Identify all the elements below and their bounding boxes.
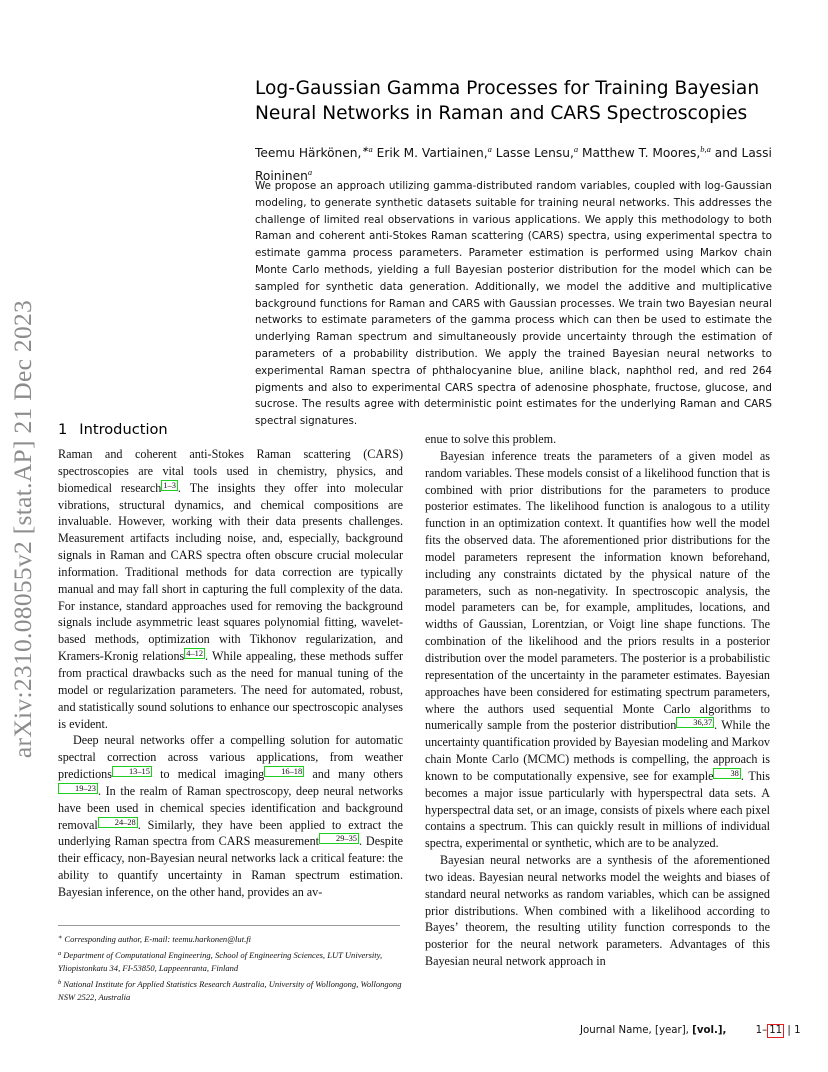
text-run: . While appealing, these methods suffer from practical drawbacks such as the need for manual tuning of the model or regularization parameters. The need for automated, robust, and statistically sound solutions to enhance our spectroscopic analyses is evident. [58,649,404,731]
text-run: . This becomes a major issue particularly with hyperspectral data sets. A hyperspectral data set, or an image, consists of pixels where each pixel contains a spectrum. This can quickly result in millions of individual spectra, experimental or synthetic, which are to be analyzed. [425,768,770,851]
footnote-mark: ∗ [58,934,63,941]
citation-link[interactable]: 38 [713,768,740,779]
paragraph [58,732,403,900]
journal-name: Journal Name, [year], [580,1025,693,1036]
author-3: Lasse Lensu, [495,146,574,161]
paragraph: Bayesian neural networks are a synthesis of the aforementioned two ideas. Bayesian neural networks model the weights and biases of standard neural networks as random variables, which can be assigned prior distributions. When combined with a likelihood according to Bayes’ theorem, the resulting utility function corresponds to the posterior for the neural network parameters. Advantages of this Bayesian neural network approach in [425,853,770,969]
abstract: We propose an approach utilizing gamma-distributed random variables, coupled with log-Gaussian modeling, to generate synthetic datasets suitable for training neural networks. This addresses the challenge of limited real observations in various applications. We apply this methodology to both Raman and coherent anti-Stokes Raman scattering (CARS) spectra, using experimental spectra to estimate gamma process parameters. Parameter estimation is performed using Markov chain Monte Carlo methods, yielding a full Bayesian posterior distribution for the model which can be sampled for synthetic data generation. Additionally, we model the additive and multiplicative background functions for Raman and CARS with Gaussian processes. We train two Bayesian neural networks to estimate parameters of the gamma process which can then be used to estimate the underlying Raman spectrum and simultaneously provide uncertainty through the estimation of parameters of a probability distribution. We apply the trained Bayesian neural networks to experimental Raman spectra of phthalocyanine blue, aniline black, naphthol red, and red 264 pigments and also to experimental CARS spectra of adenosine phosphate, fructose, glucose, and sucrose. The results agree with deterministic point estimates for the underlying Raman and CARS spectral signatures. [255,180,772,428]
citation-link[interactable]: 24–28 [98,817,138,828]
page-range-prefix: 1– [755,1025,768,1036]
author-2: Erik M. Vartiainen, [376,146,488,161]
text-run: and many others [304,767,403,782]
paper-title [255,76,785,126]
footnotes [58,931,403,1005]
title-line-2: Neural Networks in Raman and CARS Spectroscopies [255,103,748,124]
right-column [425,431,770,970]
footnote-mark: a [58,949,62,957]
paragraph: enue to solve this problem. [425,432,557,446]
citation-link[interactable]: 13–15 [112,766,152,777]
footnote [58,931,403,947]
author-4: Matthew T. Moores, [581,146,701,161]
footnote-text: Corresponding author, E-mail: teemu.harkonen@lut.fi [64,934,251,944]
author-2-affil: a [487,144,492,154]
text-run: to medical imaging [151,767,265,782]
text-run: . In the realm of Raman spectroscopy, deep neural networks have been used in chemical species identification and background removal [58,783,403,832]
left-column [58,446,403,901]
footnote-divider [58,925,400,926]
text-run: Raman and coherent anti-Stokes Raman scattering (CARS) spectroscopies are vital tools used in chemistry, physics, and biomedical research [58,447,403,495]
journal-volume: [vol.], [692,1025,727,1036]
section-number: 1 [58,421,68,438]
footnote-text: Department of Computational Engineering, School of Engineering Sciences, LUT University, Yliopistonkatu 34, FI-53850, Lappeenranta, Finland [58,949,383,974]
footnote [58,947,403,976]
author-4-affil: b,a [700,144,711,154]
author-1: Teemu Härkönen, [255,146,362,161]
author-3-affil: a [573,144,579,154]
footnote-mark: b [58,978,62,986]
section-title: Introduction [79,421,168,438]
paragraph [425,448,770,852]
footer-separator: | [784,1025,795,1036]
citation-link[interactable]: 16–18 [264,766,304,777]
section-heading [58,421,168,438]
author-1-affil: ∗a [361,144,373,154]
text-run: . Despite their efficacy, non-Bayesian neural networks lack a critical feature: the ability to quantify uncertainty in Raman spectrum estimation. Bayesian inference, on the other hand, provides an av- [58,834,404,899]
text-run: Bayesian inference treats the parameters of a given model as random variables. These models consist of a likelihood function that is combined with prior distributions for the parameters to produce posterior estimates. The likelihood function is analogous to a utility function in an optimization context. It quantifies how well the model fits the observed data. The aforementioned prior distributions for the model parameters represent the information known beforehand, including any constraints dictated by the physical nature of the parameters, such as non-negativity. In spectroscopic analysis, the model parameters can be, for example, amplitudes, locations, and widths of Gaussian, Lorentzian, or Voigt line shape functions. The combination of the likelihood and the priors results in a posterior distribution over the model parameters. The posterior is a probabilistic representation of the uncertainty in the parameter estimates. Bayesian approaches have been considered for estimating spectrum parameters, where the authors used sequential Monte Carlo algorithms to numerically sample from the posterior distribution [425,448,770,733]
footnote-text: National Institute for Applied Statistics Research Australia, University of Wollongong, Wollongong NSW 2522, Australia [58,978,402,1003]
author-5-affil: a [307,167,313,178]
citation-link[interactable]: 29–35 [319,833,359,844]
arxiv-identifier-stamp [2,282,44,775]
page-number: 1 [794,1025,801,1036]
citation-link[interactable]: 4–12 [186,649,204,659]
citation-link[interactable]: 1–3 [163,480,176,490]
arxiv-id-text: arXiv:2310.08055v2 [stat.AP] 21 Dec 2023 [8,299,37,758]
text-run: Deep neural networks offer a compelling solution for automatic spectral correction across various applications, from weather predictions [58,733,403,782]
citation-link[interactable]: 19–23 [58,783,98,794]
page-footer [580,1024,801,1038]
author-5: and Lassi Roininen [255,146,772,184]
last-page-link[interactable]: 11 [769,1025,783,1036]
footnote [58,976,403,1005]
text-run: . Similarly, they have been applied to extract the underlying Raman spectra from CARS measurement [58,817,403,849]
paragraph [58,446,403,732]
text-run: . While the uncertainty quantification provided by Bayesian modeling and Markov chain Monte Carlo (MCMC) methods is compelling, the approach is known to be computationally expensive, see for example [425,718,770,783]
citation-link[interactable]: 36,37 [676,717,714,728]
text-run: . The insights they offer into molecular vibrations, structural dynamics, and chemical compositions are invaluable. However, working with their data presents challenges. Measurement artifacts including noise, and, especially, background signals in Raman and CARS spectra often obscure crucial molecular information. Traditional methods for data correction are typically manual and may fall short in capturing the full complexity of the data. For instance, standard approaches used for removing the background signals include asymmetric least squares polynomial fitting, wavelet-based methods, optimization with Tikhonov regularization, and Kramers-Kronig relations [58,480,403,664]
title-line-1: Log-Gaussian Gamma Processes for Training Bayesian [255,78,760,99]
